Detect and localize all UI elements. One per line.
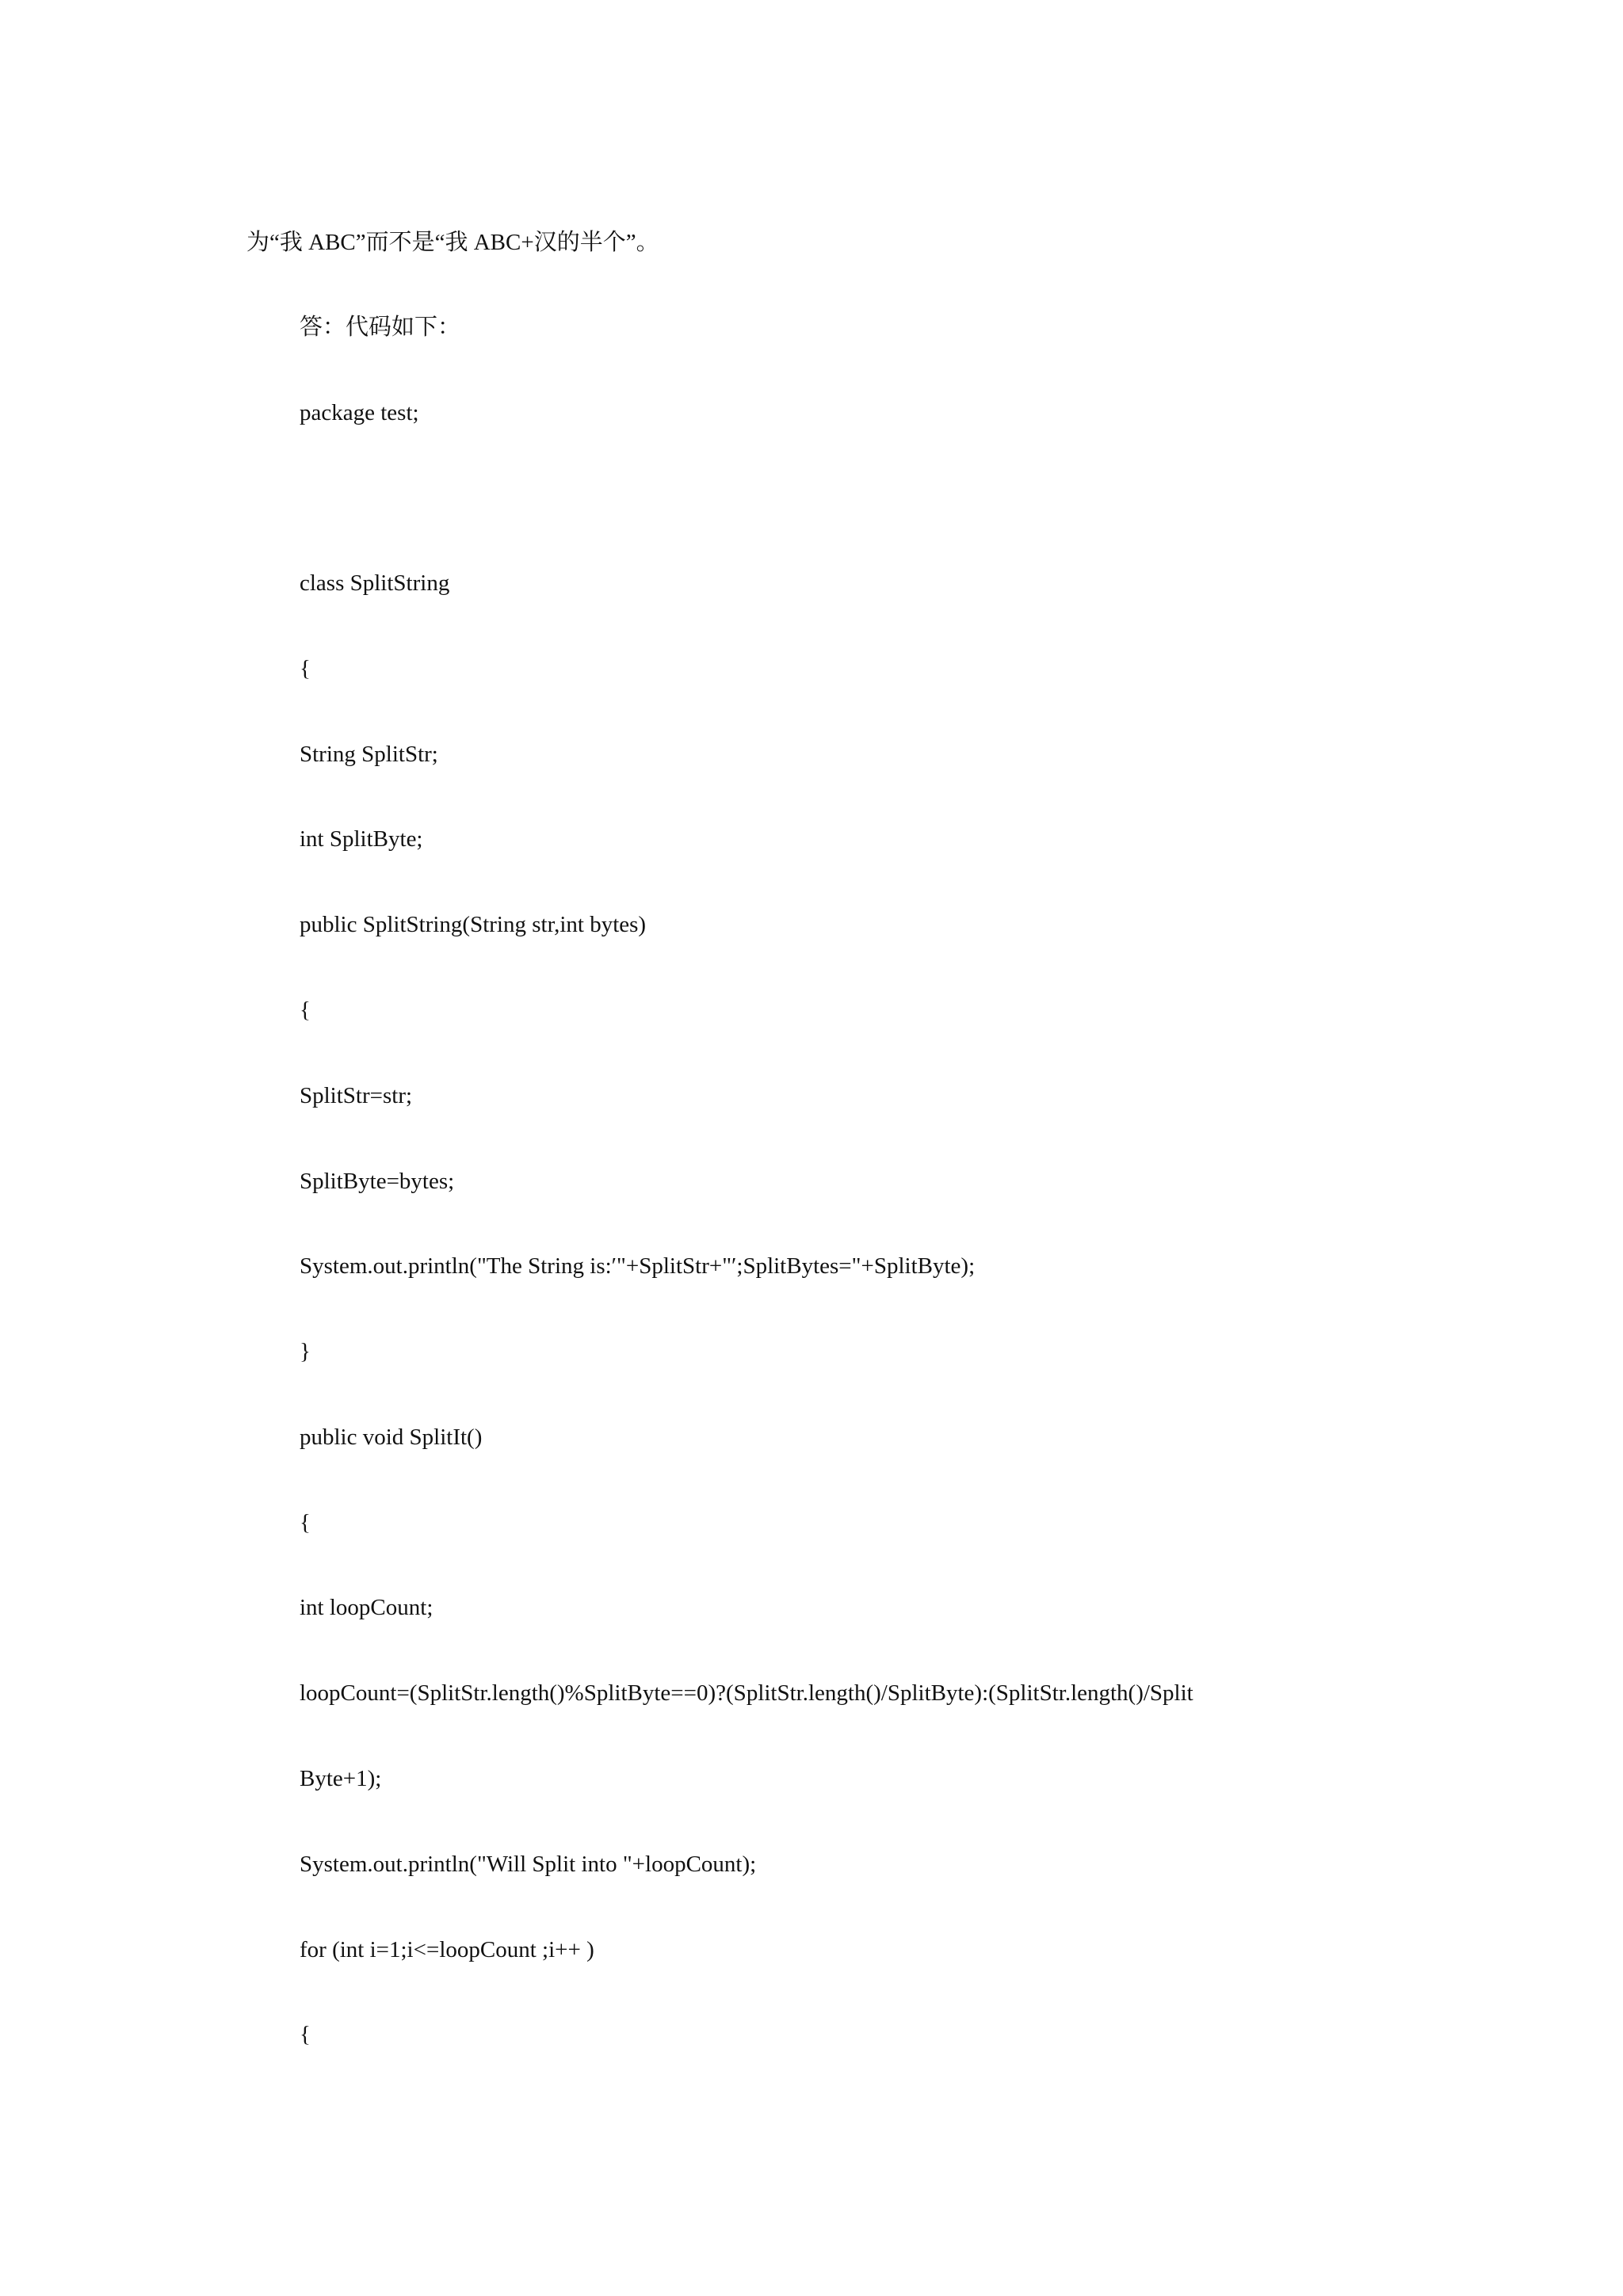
code-line: public void SplitIt() — [300, 1425, 483, 1450]
code-line: public SplitString(String str,int bytes) — [300, 912, 647, 937]
code-line: SplitByte=bytes; — [300, 1169, 455, 1194]
answer-label: 答：代码如下： — [300, 315, 461, 340]
code-line: SplitStr=str; — [300, 1083, 413, 1108]
code-line: { — [300, 997, 311, 1023]
code-line: { — [300, 2022, 311, 2047]
code-line: { — [300, 656, 311, 681]
code-line: System.out.println("Will Split into "+loopCount); — [300, 1852, 757, 1877]
code-line: System.out.println("The String is:′"+SplitStr+"′;SplitBytes="+SplitByte); — [300, 1253, 976, 1279]
code-line: { — [300, 1510, 311, 1535]
code-line: package test; — [300, 400, 419, 425]
code-line: Byte+1); — [300, 1766, 382, 1791]
code-line: loopCount=(SplitStr.length()%SplitByte==0)?(SplitStr.length()/SplitByte):(SplitStr.length()/Split — [300, 1680, 1193, 1706]
code-line: for (int i=1;i<=loopCount ;i++ ) — [300, 1937, 594, 1962]
code-line: } — [300, 1339, 311, 1364]
intro-line: 为“我 ABC”而不是“我 ABC+汉的半个”。 — [246, 230, 659, 255]
code-line: int loopCount; — [300, 1595, 433, 1620]
code-line: String SplitStr; — [300, 742, 438, 767]
code-line: class SplitString — [300, 570, 450, 596]
code-line: int SplitByte; — [300, 826, 423, 852]
